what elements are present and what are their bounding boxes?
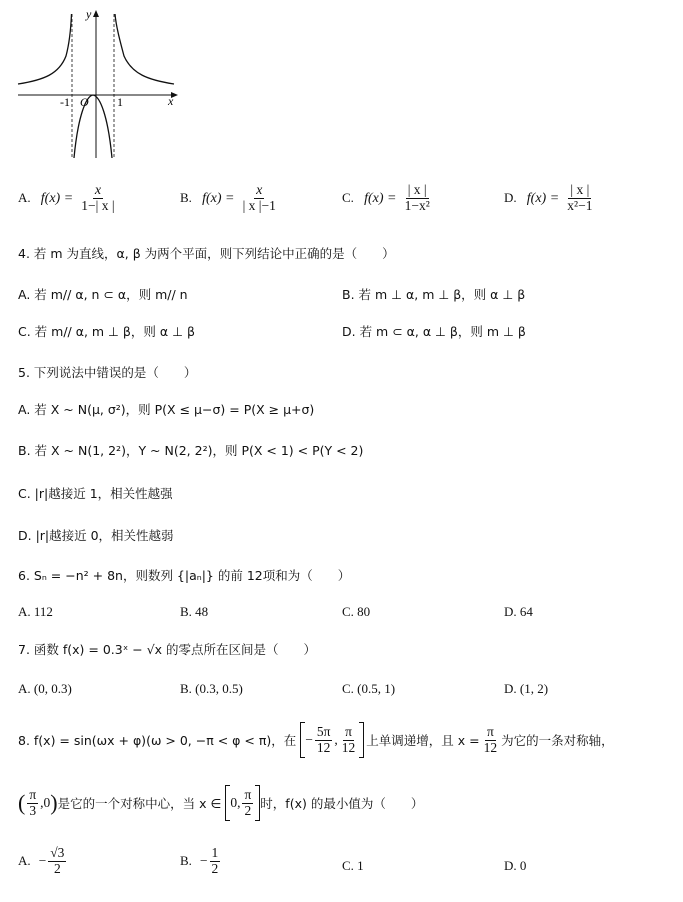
q5-option-d[interactable]: D. |r|越接近 0，相关性越弱: [18, 528, 174, 543]
q5-stem: 5. 下列说法中错误的是（ ）: [18, 365, 197, 380]
interval-start: $\frac{5\pi}{12}$: [316, 723, 331, 755]
q8-option-d[interactable]: D. 0: [504, 858, 527, 873]
option-letter: C.: [342, 189, 354, 205]
q5-option-c[interactable]: C. |r|越接近 1，相关性越强: [18, 486, 173, 501]
interval-end: $\frac{\pi}{12}$: [341, 723, 356, 755]
q6-option-c[interactable]: C. 80: [342, 604, 371, 619]
curve-right: [115, 14, 174, 84]
q7-option-c[interactable]: C. (0.5, 1): [342, 681, 396, 696]
q4-option-c[interactable]: C. 若 m// α, m ⊥ β，则 α ⊥ β: [18, 324, 195, 339]
bracket-right: [359, 722, 364, 758]
function-graph: [14, 6, 184, 166]
q6-option-d[interactable]: D. 64: [504, 604, 533, 619]
q3-option-d[interactable]: [504, 183, 596, 214]
tick-one: 1: [117, 95, 123, 109]
axis-fraction: $\frac{\pi}{12}$: [483, 723, 498, 755]
option-fraction: $\frac{1}{2}$: [211, 845, 219, 876]
q8-line2-end: 时，f(x) 的最小值为（ ）: [260, 796, 424, 811]
tick-neg-one: -1: [60, 95, 70, 109]
q6-option-a[interactable]: A. 112: [18, 604, 53, 619]
q3-option-a[interactable]: [18, 183, 119, 214]
option-lhs: f(x) =: [202, 191, 235, 207]
q8-suffix: 为它的一条对称轴，: [501, 733, 614, 748]
q7-option-d[interactable]: D. (1, 2): [504, 681, 549, 696]
q4-option-b[interactable]: B. 若 m ⊥ α, m ⊥ β，则 α ⊥ β: [342, 287, 526, 302]
option-lhs: f(x) =: [526, 190, 560, 206]
q8-option-b[interactable]: B. − $\frac{1}{2}$: [180, 845, 219, 876]
curve-left: [18, 14, 72, 84]
option-fraction: $\frac{x}{1-| x |}$: [81, 183, 115, 214]
q3-option-b[interactable]: [180, 183, 280, 214]
center-fraction: $\frac{\pi}{3}$: [29, 786, 37, 818]
q5-option-a[interactable]: A. 若 X ~ N(μ, σ²)，则 P(X ≤ μ−σ) = P(X ≥ μ+σ): [18, 402, 315, 417]
option-fraction: $\frac{| x |}{\text{x²−1}}$: [567, 182, 593, 213]
y-axis-arrow: [93, 10, 99, 17]
q8-mid: 上单调递增，且 x =: [366, 733, 480, 748]
option-fraction: $\frac{| x |}{\text{1−x²}}$: [404, 182, 430, 213]
q4-stem: 4. 若 m 为直线，α, β 为两个平面，则下列结论中正确的是（ ）: [18, 246, 395, 261]
q6-stem: 6. Sₙ = −n² + 8n，则数列 {|aₙ|} 的前 12项和为（ ）: [18, 568, 351, 583]
q8-option-c[interactable]: C. 1: [342, 858, 364, 873]
q6-option-b[interactable]: B. 48: [180, 604, 209, 619]
option-fraction: $\frac{√3}{2}$: [50, 845, 65, 876]
domain-end: $\frac{\pi}{2}$: [244, 786, 252, 818]
q8-line2: ( $\frac{\pi}{3}$ ,0 ) 是它的一个对称中心，当 x ∈ 0, $\frac{\pi}{2}$ 时，f(x) 的最小值为（ ）: [18, 785, 423, 821]
y-label: y: [86, 7, 92, 21]
q8-line2-mid: 是它的一个对称中心，当 x ∈: [57, 796, 222, 811]
q7-option-b[interactable]: B. (0.3, 0.5): [180, 681, 243, 696]
q3-option-c[interactable]: [342, 183, 434, 214]
q4-option-a[interactable]: A. 若 m// α, n ⊂ α，则 m// n: [18, 287, 188, 302]
option-letter: D.: [504, 189, 517, 205]
option-letter: A.: [18, 190, 31, 206]
option-lhs: f(x) =: [40, 191, 74, 207]
q7-stem: 7. 函数 f(x) = 0.3ˣ − √x 的零点所在区间是（ ）: [18, 642, 317, 657]
q5-option-b[interactable]: B. 若 X ~ N(1, 2²)，Y ~ N(2, 2²)，则 P(X < 1) < P(Y < 2): [18, 443, 364, 458]
option-lhs: f(x) =: [364, 190, 397, 206]
q7-option-a[interactable]: A. (0, 0.3): [18, 681, 72, 696]
q8-option-a[interactable]: A. − $\frac{√3}{2}$: [18, 845, 65, 876]
x-label: x: [168, 94, 174, 108]
q8-prefix: 8. f(x) = sin(ωx + φ)(ω > 0, −π < φ < π)，在: [18, 733, 297, 748]
q4-option-d[interactable]: D. 若 m ⊂ α, α ⊥ β，则 m ⊥ β: [342, 324, 526, 339]
option-letter: B.: [180, 190, 192, 206]
origin-label: O: [80, 95, 89, 109]
option-fraction: $\frac{x}{| x |-1}$: [242, 183, 276, 214]
q8-line1: 8. f(x) = sin(ωx + φ)(ω > 0, −π < φ < π)，在 − $\frac{5\pi}{12}$ , $\frac{\pi}{12}$ 上单调递增，且 x = $\frac{\pi}{12}$ 为它的一条对称轴，: [18, 722, 614, 758]
